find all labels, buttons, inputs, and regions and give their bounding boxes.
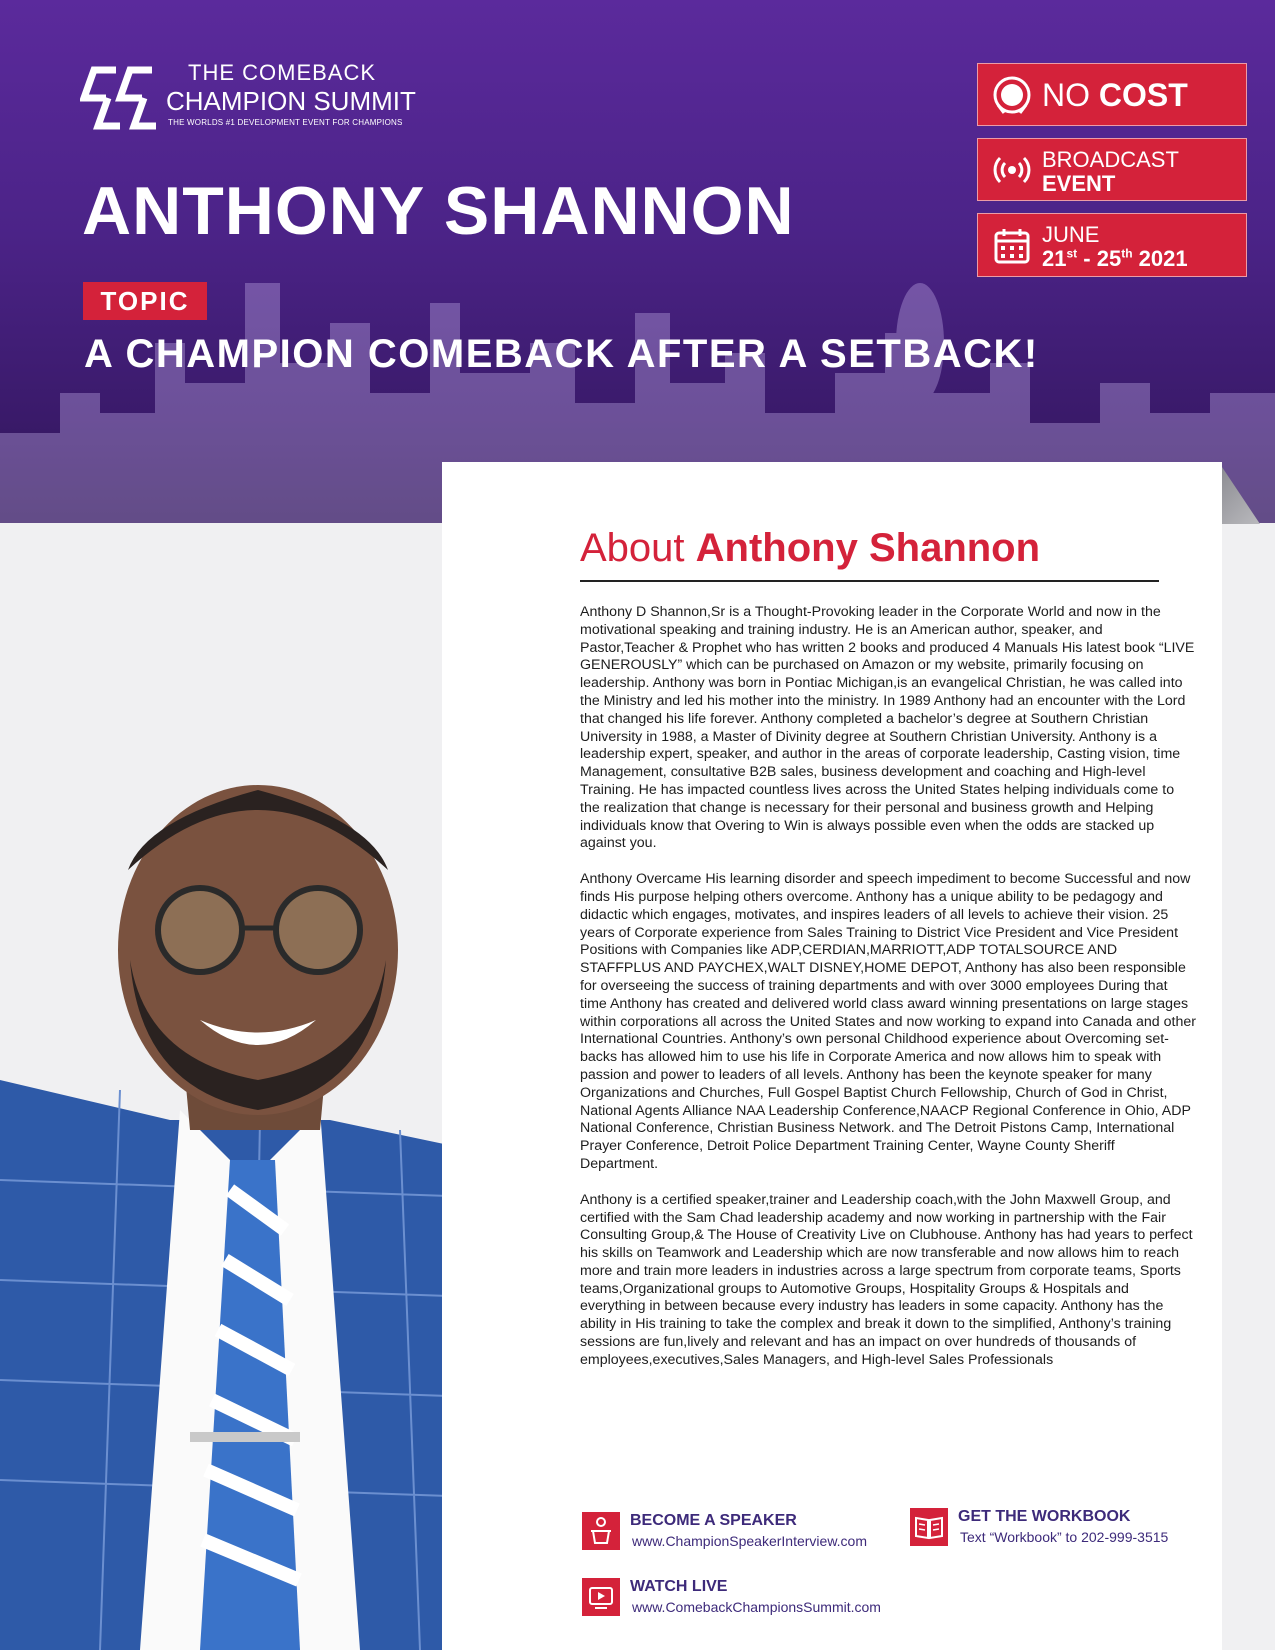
topic-title: A CHAMPION COMEBACK AFTER A SETBACK! — [84, 332, 1039, 376]
date-range — [1042, 246, 1188, 272]
about-name: Anthony Shannon — [695, 526, 1041, 570]
become-speaker-link[interactable] — [582, 1512, 902, 1552]
no-cost-seal-icon — [992, 75, 1032, 115]
broadcast-line-1: BROADCAST — [1042, 147, 1179, 172]
book-icon — [910, 1508, 948, 1546]
date-separator: - — [1077, 246, 1097, 271]
hero-header — [0, 0, 1275, 523]
date-year: 2021 — [1132, 246, 1188, 271]
become-speaker-url[interactable]: www.ChampionSpeakerInterview.com — [632, 1533, 867, 1549]
cc-logo-mark-icon — [80, 64, 160, 132]
topic-tag: TOPIC — [83, 282, 207, 320]
logo-line-2: CHAMPION SUMMIT — [166, 86, 416, 116]
no-cost-badge — [977, 63, 1247, 126]
broadcast-icon — [992, 150, 1032, 190]
bio-paragraph-2: Anthony Overcame His learning disorder and speech impediment to become Successful and now finds His purpose helping others overcome. Anthony has a unique ability to be pedagogy and didactic which engages, motivates, and inspires leaders of all levels to achieve their vision. 25 years of Corporate experience from Sales Training to District Vice President and Vice President Positions with Companies like ADP,CERDIAN,MARRIOTT,ADP TOTALSOURCE AND STAFFPLUS AND PAYCHEX,WALT DISNEY,HOME DEPOT, Anthony has also been responsible for overseeing the success of training departments and with over 3000 employees During that time Anthony has created and delivered world class award winning presentations on large stages within corporations all across the United States and now working to expand into Canada and other International Countries. Anthony’s own personal Childhood experience about Overcoming set-backs has allowed him to use his life in Corporate America and now allows him to speak with passion and power to leaders of all levels. Anthony has been the keynote speaker for many Organizations and Churches, Full Gospel Baptist Church Fellowship, Church of God in Christ, National Agents Alliance NAA Leadership Conference,NAACP Regional Conference in Ohio, ADP National Conference, Christian Business Network. and The Detroit Pistons Camp, International Prayer Conference, Detroit Police Department Training Center, Wayne County Sheriff Department. — [580, 871, 1196, 1172]
get-workbook-title: GET THE WORKBOOK — [958, 1508, 1131, 1525]
bio-paragraph-1: Anthony D Shannon,Sr is a Thought-Provoking leader in the Corporate World and now in the motivational speaking and training industry. He is an American author, speaker, and Pastor,Teacher & Prophet who has written 2 books and produced 4 Manuals His latest book “LIVE GENEROUSLY” which can be purchased on Amazon or my website, primarily focusing on leadership. Anthony was born in Pontiac Michigan,is an evangelical Christian, he was called into the Ministry and led his mother into the ministry. In 1989 Anthony had an encounter with the Lord that changed his life forever. Anthony completed a bachelor’s degree at Southern Christian University in 1988, a Master of Divinity degree at Southern Christian University. Anthony is a leadership expert, speaker, and author in the areas of corporate leadership, Casting vision, time Management, consultative B2B sales, business development and coaching and High-level Training. He has impacted countless lives across the United States helping individuals come to the realization that change is necessary for their personal and business growth and Helping individuals know that Overing to Win is always possible even when the odds are stacked up against you. — [580, 604, 1195, 852]
no-cost-bold: COST — [1098, 77, 1188, 113]
about-prefix: About — [580, 526, 696, 570]
watch-live-link[interactable] — [582, 1578, 902, 1618]
get-workbook-instructions: Text “Workbook” to 202-999-3515 — [960, 1529, 1169, 1545]
date-badge — [977, 213, 1247, 277]
bio-text — [580, 604, 1196, 1370]
date-end-suffix: th — [1121, 246, 1133, 261]
broadcast-badge — [977, 138, 1247, 201]
bio-paragraph-3: Anthony is a certified speaker,trainer and Leadership coach,with the John Maxwell Group, and certified with the Sam Chad leadership academy and now working in partnership with the Fair Consulting Group,& The House of Creativity Live on Clubhouse. Anthony has had years to perfect his skills on Teamwork and Leadership which are now transferable and now allows him to reach more and train more leaders in industries across a large spectrum from corporate teams, Sports teams,Organizational groups to Automotive Groups, Hospitality Groups & Hospitals and everything in between because every industry has leaders in some capacity. Anthony has the ability in His training to take the complex and break it down to the simplified, Anthony’s training sessions are fun,lively and relevant and has an impact on over hundreds of thousands of employees,executives,Sales Managers, and High-level Sales Professionals — [580, 1191, 1193, 1368]
calendar-icon — [992, 226, 1032, 266]
broadcast-line-2: EVENT — [1042, 171, 1116, 196]
summit-logo — [80, 60, 420, 136]
logo-tagline: THE WORLDS #1 DEVELOPMENT EVENT FOR CHAMPIONS — [168, 118, 403, 127]
podium-icon — [582, 1512, 620, 1550]
no-cost-text — [1042, 77, 1188, 114]
no-cost-light: NO — [1042, 77, 1099, 113]
date-start-day: 21 — [1042, 246, 1067, 271]
logo-line-1: THE COMEBACK — [188, 60, 377, 85]
date-end-day: 25 — [1096, 246, 1122, 271]
watch-live-title: WATCH LIVE — [630, 1578, 728, 1595]
date-start-suffix: st — [1066, 246, 1078, 261]
about-heading — [580, 526, 1040, 571]
date-month: JUNE — [1042, 222, 1100, 247]
get-workbook-link[interactable] — [910, 1508, 1210, 1548]
speaker-name: ANTHONY SHANNON — [82, 173, 795, 249]
about-divider — [580, 580, 1159, 582]
become-speaker-title: BECOME A SPEAKER — [630, 1512, 797, 1529]
video-play-icon — [582, 1578, 620, 1616]
watch-live-url[interactable]: www.ComebackChampionsSummit.com — [632, 1599, 881, 1615]
